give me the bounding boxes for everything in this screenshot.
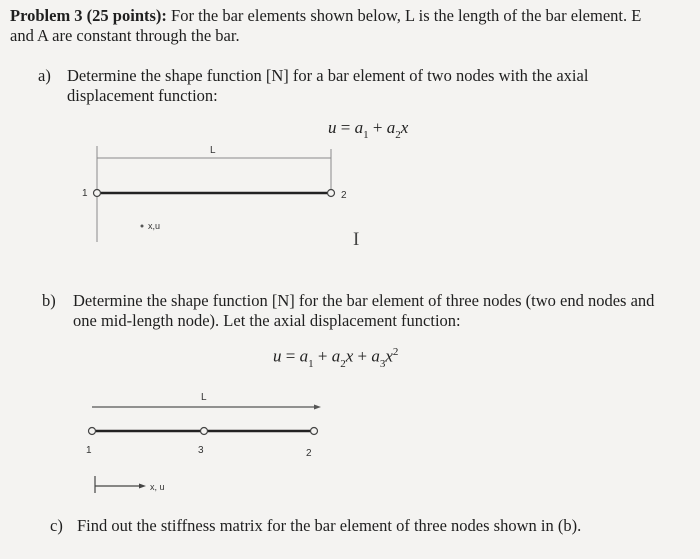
fig-b-dimension-arrowhead bbox=[314, 405, 321, 410]
part-a-line2: displacement function: bbox=[67, 86, 218, 105]
part-a-equation: $u = a_1 + a_2x$ bbox=[328, 118, 409, 142]
part-c-text: Find out the stiffness matrix for the bar element of three nodes shown in (b). bbox=[77, 516, 582, 535]
fig-a-length-label: L bbox=[210, 145, 216, 156]
fig-a-node-1-label: 1 bbox=[82, 188, 88, 199]
fig-b-coord-arrowhead bbox=[139, 484, 146, 489]
part-b-equation: $u = a_1 + a_2x + a_3x^2$ bbox=[273, 346, 399, 371]
part-b-label: b) bbox=[42, 291, 56, 310]
problem-intro-line2: and A are constant through the bar. bbox=[10, 26, 240, 45]
part-b-line1: Determine the shape function [N] for the bar element of three nodes (two end nodes and bbox=[73, 291, 655, 310]
fig-a-node-1-circle bbox=[94, 190, 101, 197]
part-c-label: c) bbox=[50, 516, 63, 535]
fig-b-node-1-circle bbox=[89, 428, 96, 435]
fig-b-coord-label: x, u bbox=[150, 482, 165, 492]
fig-b-node-1-label: 1 bbox=[86, 445, 92, 456]
fig-b-node-3-circle bbox=[201, 428, 208, 435]
fig-b-length-label: L bbox=[201, 392, 207, 403]
part-b-line2: one mid-length node). Let the axial displacement function: bbox=[73, 311, 461, 330]
fig-b-node-2-label: 2 bbox=[306, 448, 312, 459]
figure-b bbox=[0, 380, 700, 500]
fig-b-node-2-circle bbox=[311, 428, 318, 435]
part-a-line1: Determine the shape function [N] for a bar element of two nodes with the axial bbox=[67, 66, 589, 85]
text-cursor-icon: I bbox=[353, 229, 360, 250]
fig-a-node-2-circle bbox=[328, 190, 335, 197]
fig-a-node-2-label: 2 bbox=[341, 190, 347, 201]
fig-a-coord-dot bbox=[141, 225, 144, 228]
problem-title: Problem 3 (25 points): bbox=[10, 6, 167, 25]
fig-b-node-3-label: 3 bbox=[198, 445, 204, 456]
problem-intro-line1: For the bar elements shown below, L is the length of the bar element. E bbox=[166, 6, 642, 25]
part-a-label: a) bbox=[38, 66, 51, 85]
fig-a-coord-label: x,u bbox=[148, 221, 161, 231]
